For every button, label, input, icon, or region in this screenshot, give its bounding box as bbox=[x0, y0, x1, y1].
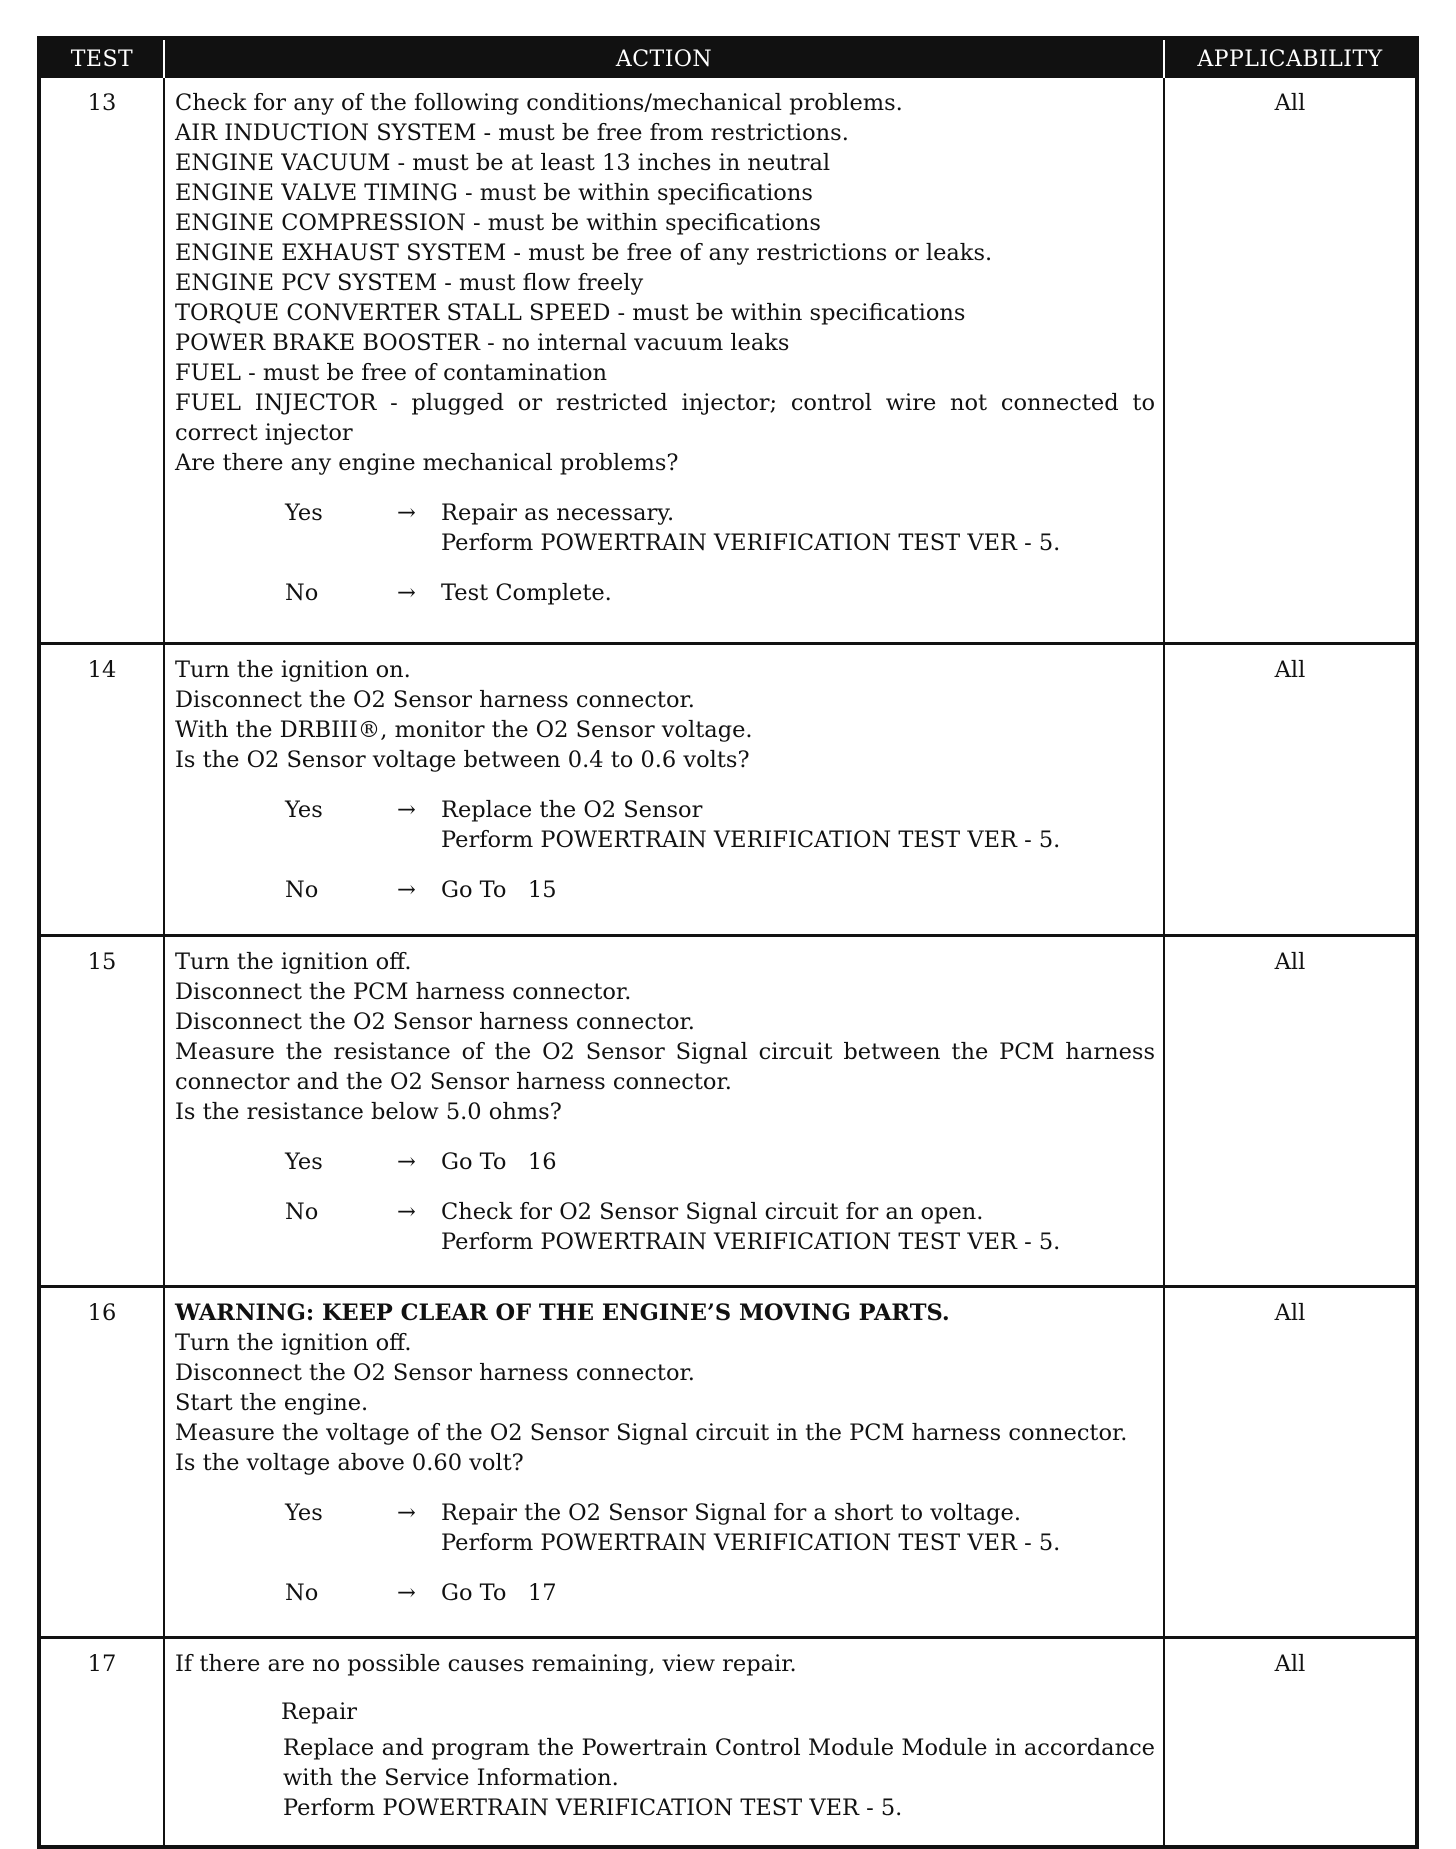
branches bbox=[175, 1147, 1155, 1257]
action-line: Check for any of the following conditions/mechanical problems. bbox=[175, 90, 903, 116]
action-line: Start the engine. bbox=[175, 1390, 369, 1416]
arrow-right-icon: → bbox=[397, 877, 416, 903]
action-line: With the DRBIII®, monitor the O2 Sensor voltage. bbox=[175, 717, 753, 743]
action-line: TORQUE CONVERTER STALL SPEED - must be within specifications bbox=[175, 300, 966, 326]
action-cell bbox=[164, 1638, 1164, 1848]
action-line: Disconnect the O2 Sensor harness connector. bbox=[175, 687, 695, 713]
result-line: Go To 15 bbox=[441, 877, 557, 903]
yes-branch bbox=[285, 1498, 1155, 1558]
yes-branch bbox=[285, 795, 1155, 855]
action-cell bbox=[164, 644, 1164, 936]
repair-body bbox=[283, 1733, 1155, 1823]
header-test: TEST bbox=[39, 38, 164, 78]
arrow-right-icon: → bbox=[397, 1500, 416, 1526]
result-line: Perform POWERTRAIN VERIFICATION TEST VER - 5. bbox=[441, 1229, 1061, 1255]
action-line: ENGINE EXHAUST SYSTEM - must be free of any restrictions or leaks. bbox=[175, 240, 993, 266]
test-number: 14 bbox=[39, 644, 164, 936]
no-label: No bbox=[285, 877, 319, 903]
yes-result bbox=[441, 1147, 1155, 1177]
arrow-right-icon: → bbox=[397, 797, 416, 823]
action-question: Is the O2 Sensor voltage between 0.4 to 0.6 volts? bbox=[175, 747, 750, 773]
action-line: AIR INDUCTION SYSTEM - must be free from restrictions. bbox=[175, 120, 849, 146]
applicability: All bbox=[1164, 1287, 1417, 1638]
action-line: Turn the ignition off. bbox=[175, 949, 412, 975]
arrow-right-icon: → bbox=[397, 1149, 416, 1175]
result-line: Perform POWERTRAIN VERIFICATION TEST VER - 5. bbox=[441, 530, 1061, 556]
result-line: Test Complete. bbox=[441, 580, 612, 606]
arrow-right-icon: → bbox=[397, 580, 416, 606]
yes-label: Yes bbox=[285, 1149, 323, 1175]
branches bbox=[175, 1498, 1155, 1608]
applicability: All bbox=[1164, 936, 1417, 1287]
arrow-right-icon: → bbox=[397, 1580, 416, 1606]
action-question: Are there any engine mechanical problems? bbox=[175, 450, 679, 476]
applicability: All bbox=[1164, 644, 1417, 936]
result-line: Replace the O2 Sensor bbox=[441, 797, 703, 823]
warning-text: WARNING: KEEP CLEAR OF THE ENGINE’S MOVING PARTS. bbox=[175, 1300, 950, 1326]
yes-branch bbox=[285, 1147, 1155, 1177]
action-line: Turn the ignition off. bbox=[175, 1330, 412, 1356]
no-branch bbox=[285, 578, 1155, 608]
action-line: If there are no possible causes remaining, view repair. bbox=[175, 1651, 797, 1677]
test-number: 17 bbox=[39, 1638, 164, 1848]
action-line: Disconnect the O2 Sensor harness connector. bbox=[175, 1009, 695, 1035]
no-branch bbox=[285, 1197, 1155, 1257]
action-line: POWER BRAKE BOOSTER - no internal vacuum leaks bbox=[175, 330, 790, 356]
action-line: Disconnect the PCM harness connector. bbox=[175, 979, 632, 1005]
table-row bbox=[39, 78, 1417, 644]
result-line: Go To 17 bbox=[441, 1580, 557, 1606]
no-result bbox=[441, 1197, 1155, 1257]
table-header-row bbox=[39, 38, 1417, 78]
action-line: ENGINE VALVE TIMING - must be within specifications bbox=[175, 180, 813, 206]
yes-branch bbox=[285, 498, 1155, 558]
yes-result bbox=[441, 795, 1155, 855]
applicability: All bbox=[1164, 1638, 1417, 1848]
table-row bbox=[39, 936, 1417, 1287]
header-action: ACTION bbox=[164, 38, 1164, 78]
action-question: Is the voltage above 0.60 volt? bbox=[175, 1450, 524, 1476]
no-result bbox=[441, 578, 1155, 608]
repair-line: Perform POWERTRAIN VERIFICATION TEST VER - 5. bbox=[283, 1795, 903, 1821]
test-number: 16 bbox=[39, 1287, 164, 1638]
action-question: Is the resistance below 5.0 ohms? bbox=[175, 1099, 562, 1125]
no-label: No bbox=[285, 1580, 319, 1606]
repair-label: Repair bbox=[281, 1699, 358, 1725]
test-number: 15 bbox=[39, 936, 164, 1287]
action-cell bbox=[164, 78, 1164, 644]
test-number: 13 bbox=[39, 78, 164, 644]
yes-label: Yes bbox=[285, 797, 323, 823]
no-branch bbox=[285, 1578, 1155, 1608]
action-line: FUEL INJECTOR - plugged or restricted injector; control wire not connected to correct injector bbox=[175, 390, 1155, 446]
table-row bbox=[39, 1287, 1417, 1638]
action-line: ENGINE COMPRESSION - must be within specifications bbox=[175, 210, 821, 236]
result-line: Perform POWERTRAIN VERIFICATION TEST VER - 5. bbox=[441, 827, 1061, 853]
branches bbox=[175, 498, 1155, 608]
no-label: No bbox=[285, 580, 319, 606]
table-row bbox=[39, 1638, 1417, 1848]
branches bbox=[175, 795, 1155, 905]
result-line: Perform POWERTRAIN VERIFICATION TEST VER - 5. bbox=[441, 1530, 1061, 1556]
result-line: Repair as necessary. bbox=[441, 500, 675, 526]
arrow-right-icon: → bbox=[397, 1199, 416, 1225]
action-line: ENGINE PCV SYSTEM - must flow freely bbox=[175, 270, 644, 296]
no-label: No bbox=[285, 1199, 319, 1225]
action-line: Turn the ignition on. bbox=[175, 657, 411, 683]
action-line: Measure the resistance of the O2 Sensor Signal circuit between the PCM harness connector and the O2 Sensor harness connector. bbox=[175, 1039, 1155, 1095]
yes-result bbox=[441, 1498, 1155, 1558]
no-result bbox=[441, 1578, 1155, 1608]
diagnostic-test-table bbox=[37, 36, 1419, 1849]
no-result bbox=[441, 875, 1155, 905]
table-row bbox=[39, 644, 1417, 936]
result-line: Check for O2 Sensor Signal circuit for an open. bbox=[441, 1199, 984, 1225]
action-line: Disconnect the O2 Sensor harness connector. bbox=[175, 1360, 695, 1386]
yes-result bbox=[441, 498, 1155, 558]
action-line: Measure the voltage of the O2 Sensor Signal circuit in the PCM harness connector. bbox=[175, 1420, 1128, 1446]
no-branch bbox=[285, 875, 1155, 905]
action-cell bbox=[164, 936, 1164, 1287]
action-line: FUEL - must be free of contamination bbox=[175, 360, 607, 386]
arrow-right-icon: → bbox=[397, 500, 416, 526]
header-applicability: APPLICABILITY bbox=[1164, 38, 1417, 78]
result-line: Go To 16 bbox=[441, 1149, 557, 1175]
yes-label: Yes bbox=[285, 500, 323, 526]
applicability: All bbox=[1164, 78, 1417, 644]
result-line: Repair the O2 Sensor Signal for a short to voltage. bbox=[441, 1500, 1021, 1526]
action-line: ENGINE VACUUM - must be at least 13 inches in neutral bbox=[175, 150, 831, 176]
action-cell bbox=[164, 1287, 1164, 1638]
yes-label: Yes bbox=[285, 1500, 323, 1526]
repair-line: Replace and program the Powertrain Control Module Module in accordance with the Service Information. bbox=[283, 1735, 1155, 1791]
